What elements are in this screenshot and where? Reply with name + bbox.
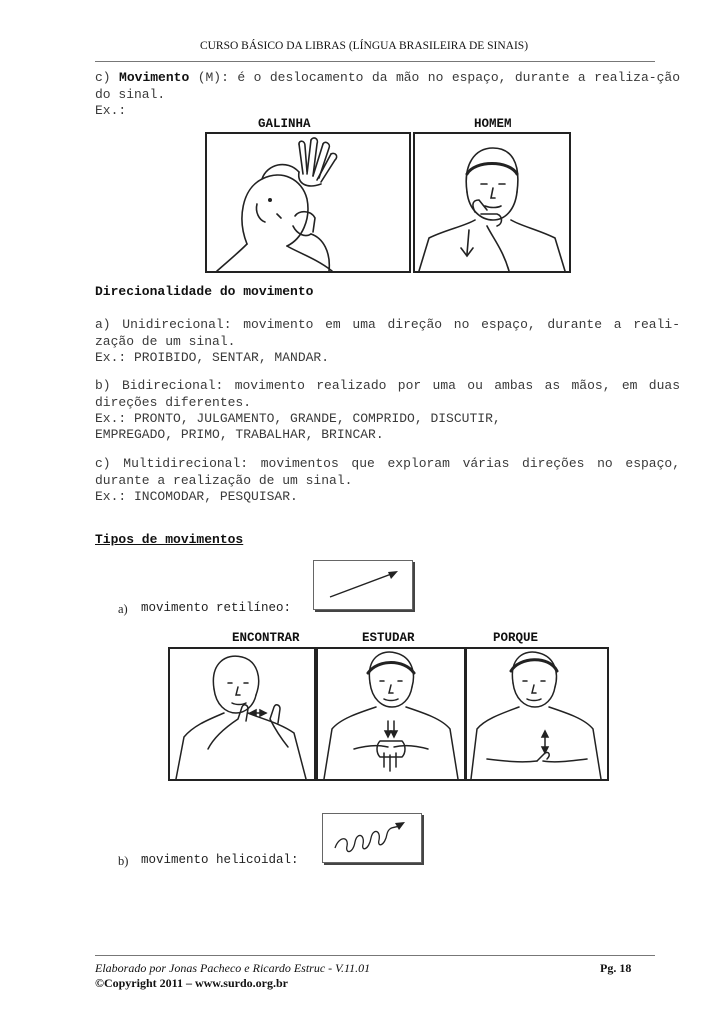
porque-sign-drawing bbox=[467, 649, 607, 779]
caption-encontrar: ENCONTRAR bbox=[232, 631, 300, 645]
footer-copyright: ©Copyright 2011 – www.surdo.org.br bbox=[95, 976, 288, 990]
encontrar-sign-drawing bbox=[170, 649, 314, 779]
movimento-prefix: c) bbox=[95, 70, 120, 85]
homem-sign-drawing bbox=[415, 134, 569, 271]
header-divider bbox=[95, 61, 655, 62]
illustration-encontrar bbox=[168, 647, 316, 781]
movimento-text: (M): é o deslocamento da mão no espaço, durante a realiza-ção do sinal. bbox=[95, 70, 680, 102]
caption-estudar: ESTUDAR bbox=[362, 631, 415, 645]
illustration-galinha bbox=[205, 132, 411, 273]
footer-page-number: Pg. 18 bbox=[600, 961, 632, 975]
unidirecional-text: a) Unidirecional: movimento em uma direção no espaço, durante a reali-zação de um sinal. bbox=[95, 317, 680, 349]
tipo-a-label: movimento retilíneo: bbox=[141, 601, 292, 615]
caption-porque: PORQUE bbox=[493, 631, 539, 645]
helical-arrow-icon bbox=[323, 814, 421, 862]
bidirecional-examples: Ex.: PRONTO, JULGAMENTO, GRANDE, COMPRIDO, DISCUTIR, bbox=[95, 411, 501, 426]
helical-arrow-box bbox=[322, 813, 422, 863]
illustration-porque bbox=[465, 647, 609, 781]
tipo-b-label: movimento helicoidal: bbox=[141, 853, 299, 867]
illustration-homem bbox=[413, 132, 571, 273]
caption-galinha: GALINHA bbox=[258, 117, 311, 131]
page-header-title: CURSO BÁSICO DA LIBRAS (LÍNGUA BRASILEIRA DE SINAIS) bbox=[199, 40, 529, 52]
bidirecional-examples-cont: EMPREGADO, PRIMO, TRABALHAR, BRINCAR. bbox=[95, 427, 384, 442]
straight-arrow-icon bbox=[314, 561, 412, 609]
movimento-example-label: Ex.: bbox=[95, 103, 127, 118]
multidirecional-text: c) Multidirecional: movimentos que exploram várias direções no espaço, durante a realização de um sinal. bbox=[95, 456, 680, 488]
bidirecional-text: b) Bidirecional: movimento realizado por uma ou ambas as mãos, em duas direções diferentes. bbox=[95, 378, 680, 410]
caption-homem: HOMEM bbox=[474, 117, 512, 131]
illustration-estudar bbox=[316, 647, 466, 781]
movimento-paragraph bbox=[95, 70, 680, 103]
footer-divider bbox=[95, 955, 655, 956]
straight-arrow-box bbox=[313, 560, 413, 610]
movimento-term: Movimento bbox=[119, 70, 190, 85]
multidirecional-examples: Ex.: INCOMODAR, PESQUISAR. bbox=[95, 489, 298, 504]
footer-author: Elaborado por Jonas Pacheco e Ricardo Estruc - V.11.01 bbox=[95, 961, 371, 975]
direcionalidade-heading: Direcionalidade do movimento bbox=[95, 284, 314, 299]
estudar-sign-drawing bbox=[318, 649, 464, 779]
tipos-heading: Tipos de movimentos bbox=[95, 532, 244, 547]
galinha-sign-drawing bbox=[207, 134, 409, 271]
tipo-a-marker: a) bbox=[118, 602, 128, 616]
tipo-b-marker: b) bbox=[118, 854, 129, 868]
unidirecional-examples: Ex.: PROIBIDO, SENTAR, MANDAR. bbox=[95, 350, 330, 365]
